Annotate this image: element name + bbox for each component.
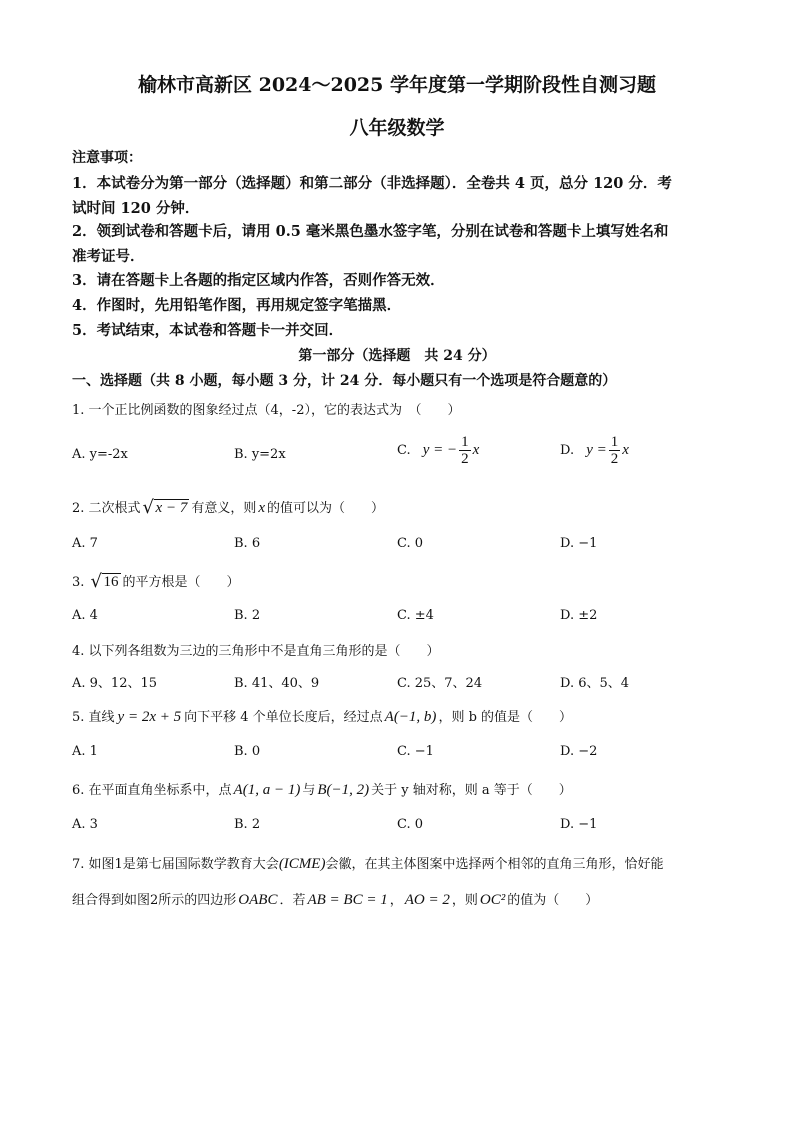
q6-option-d: D. −1: [560, 817, 598, 832]
q5-option-d: D. −2: [560, 744, 598, 759]
question-7-line-2: 组合得到如图2所示的四边形 OABC ．若 AB = BC = 1 ， AO = 2 ，则 OC² 的值为（ ）: [72, 892, 599, 908]
note-item-2: 2．领到试卷和答题卡后，请用 0.5 毫米黑色墨水签字笔，分别在试卷和答题卡上填写姓名和 准考证号．: [72, 223, 669, 265]
q3-option-d: D. ±2: [560, 608, 598, 623]
question-5-stem: 5. 直线 y = 2x + 5 向下平移 4 个单位长度后，经过点 A(−1, b) ，则 b 的值是（ ）: [72, 709, 573, 725]
q6-option-b: B. 2: [234, 817, 261, 832]
q2-option-d: D. −1: [560, 536, 598, 551]
q4-option-a: A. 9、12、15: [72, 676, 158, 691]
q2-option-b: B. 6: [234, 536, 261, 551]
question-2-stem: 2. 二次根式 √ x − 7 有意义，则 x 的值可以为（ ）: [72, 497, 385, 518]
q1-option-c: C. y = − $\frac{1}{2}$ x: [397, 434, 480, 467]
question-7-line-1: 7. 如图1是第七届国际数学教育大会(ICME)会徽，在其主体图案中选择两个相邻的直角三角形，恰好能: [72, 856, 664, 872]
q3-option-c: C. ±4: [397, 608, 434, 623]
q2-option-c: C. 0: [397, 536, 424, 551]
q1-option-b: B. y=2x: [234, 447, 286, 462]
q2-option-a: A. 7: [72, 536, 98, 551]
q1-option-a: A. y=-2x: [72, 447, 128, 462]
note-item-5: 5．考试结束，本试卷和答题卡一并交回．: [72, 322, 344, 339]
question-4-stem: 4. 以下列各组数为三边的三角形中不是直角三角形的是（ ）: [72, 644, 440, 659]
exam-subtitle: 八年级数学: [349, 117, 445, 139]
section-heading: 一、选择题（共 8 小题，每小题 3 分，计 24 分．每小题只有一个选项是符合题意的）: [72, 373, 617, 389]
note-item-3: 3．请在答题卡上各题的指定区域内作答，否则作答无效．: [72, 272, 445, 289]
q1-option-d: D. y = $\frac{1}{2}$ x: [560, 434, 629, 467]
question-1-stem: 1. 一个正比例函数的图象经过点（4，-2），它的表达式为 （ ）: [72, 403, 461, 418]
q4-option-d: D. 6、5、4: [560, 676, 630, 691]
q3-option-a: A. 4: [72, 608, 98, 623]
q4-option-c: C. 25、7、24: [397, 676, 483, 691]
exam-title: 榆林市高新区 2024～2025 学年度第一学期阶段性自测习题: [138, 74, 656, 96]
q6-option-c: C. 0: [397, 817, 424, 832]
note-item-4: 4．作图时，先用铅笔作图，再用规定签字笔描黑．: [72, 297, 402, 314]
q5-option-c: C. −1: [397, 744, 434, 759]
q4-option-b: B. 41、40、9: [234, 676, 320, 691]
notes-heading: 注意事项：: [72, 150, 142, 166]
q5-option-b: B. 0: [234, 744, 261, 759]
q6-option-a: A. 3: [72, 817, 98, 832]
question-3-stem: 3. √ 16 的平方根是（ ）: [72, 571, 240, 592]
part-one-heading: 第一部分（选择题 共 24 分）: [298, 348, 496, 364]
q5-option-a: A. 1: [72, 744, 98, 759]
question-6-stem: 6. 在平面直角坐标系中，点 A(1, a − 1) 与 B(−1, 2) 关于 y 轴对称，则 a 等于（ ）: [72, 782, 572, 798]
note-item-1: 1．本试卷分为第一部分（选择题）和第二部分（非选择题）．全卷共 4 页，总分 120 分．考 试时间 120 分钟．: [72, 175, 672, 217]
q3-option-b: B. 2: [234, 608, 261, 623]
